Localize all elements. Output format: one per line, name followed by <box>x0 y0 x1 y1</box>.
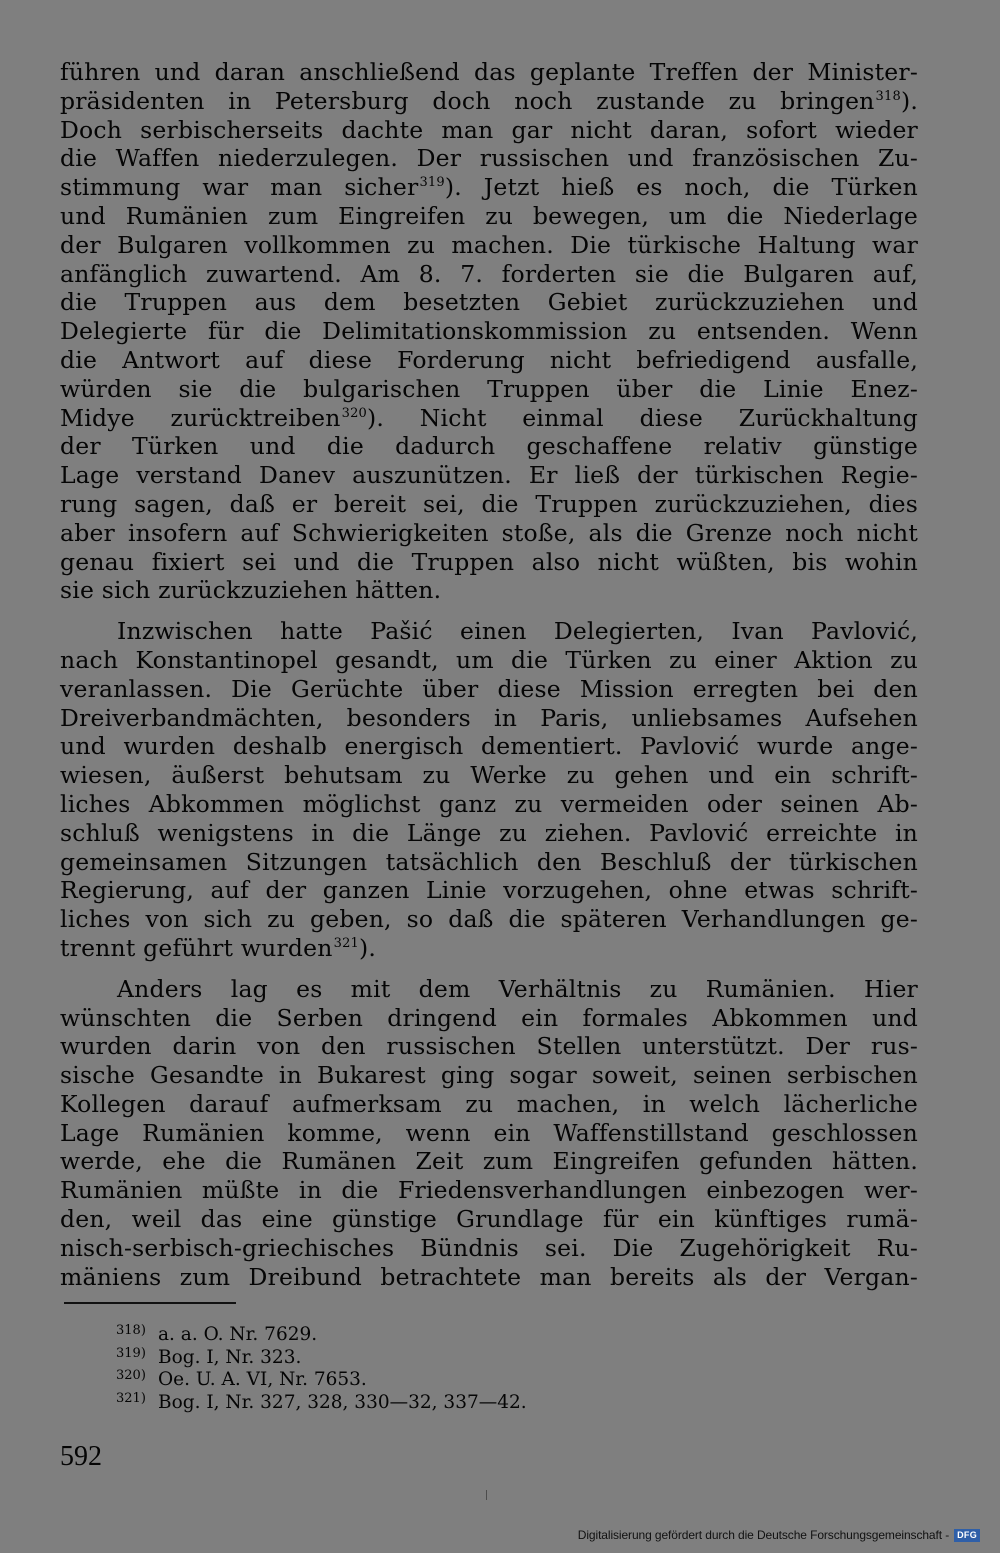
text-line: mäniens zum Dreibund betrachtete man bereits als der Vergan- <box>60 1262 918 1291</box>
text-line: der Bulgaren vollkommen zu machen. Die türkische Haltung war <box>60 230 918 259</box>
text-line: gemeinsamen Sitzungen tatsächlich den Beschluß der türkischen <box>60 847 918 876</box>
text-segment: ). Nicht einmal diese Zurückhaltung <box>367 403 918 432</box>
text-line: Regierung, auf der ganzen Linie vorzugehen, ohne etwas schrift- <box>60 876 918 905</box>
footnote: 318) a. a. O. Nr. 7629. <box>116 1323 318 1345</box>
text-line: veranlassen. Die Gerüchte über diese Mission erregten bei den <box>60 674 918 703</box>
text-line: der Türken und die dadurch geschaffene relativ günstige <box>60 432 918 461</box>
text-line: anfänglich zuwartend. Am 8. 7. forderten sie die Bulgaren auf, <box>60 259 918 288</box>
digitization-credit <box>578 1528 980 1542</box>
text-line: werde, ehe die Rumänen Zeit zum Eingreifen gefunden hätten. <box>60 1147 918 1176</box>
text-line: liches von sich zu geben, so daß die späteren Verhandlungen ge- <box>60 905 918 934</box>
footnote: 319) Bog. I, Nr. 323. <box>116 1345 302 1368</box>
text-segment: Midye zurücktreiben <box>60 403 341 432</box>
text-line <box>60 404 918 433</box>
text-line: Anders lag es mit dem Verhältnis zu Rumänien. Hier <box>117 974 918 1003</box>
dfg-logo: DFG <box>954 1529 980 1542</box>
text-line: Doch serbischerseits dachte man gar nicht daran, sofort wieder <box>60 115 918 144</box>
text-line: Kollegen darauf aufmerksam zu machen, in welch lächerliche <box>60 1089 918 1118</box>
page-number: 592 <box>60 1441 102 1472</box>
digitization-credit-text: Digitalisierung gefördert durch die Deutsche Forschungsgemeinschaft - <box>577 1527 950 1542</box>
text-line: sische Gesandte in Bukarest ging sogar soweit, seinen serbischen <box>60 1061 918 1090</box>
text-line: Lage Rumänien komme, wenn ein Waffenstillstand geschlossen <box>60 1118 918 1147</box>
paragraph-2 <box>60 617 918 963</box>
paragraph-3 <box>60 975 918 1292</box>
text-line: Dreiverbandmächten, besonders in Paris, unliebsames Aufsehen <box>60 703 918 732</box>
footnote-text: a. a. O. Nr. 7629. <box>158 1324 318 1345</box>
scan-mark <box>486 1490 487 1500</box>
footnote-reference: 318 <box>875 88 901 104</box>
text-line: schluß wenigstens in die Länge zu ziehen. Pavlović erreichte in <box>60 818 918 847</box>
text-line: aber insofern auf Schwierigkeiten stoße, als die Grenze noch nicht <box>60 518 918 547</box>
text-line: nisch-serbisch-griechisches Bündnis sei. Die Zugehörigkeit Ru- <box>60 1233 918 1262</box>
text-segment: trennt geführt wurden <box>60 933 333 962</box>
footnotes <box>116 1324 527 1414</box>
text-segment: stimmung war man sicher <box>60 173 419 202</box>
footnote-reference: 321 <box>333 935 360 951</box>
footnote-reference: 320 <box>341 405 368 421</box>
text-line: sie sich zurückzuziehen hätten. <box>60 576 442 605</box>
footnote-divider <box>64 1302 236 1304</box>
text-line: und wurden deshalb energisch dementiert. Pavlović wurde ange- <box>60 732 918 761</box>
text-segment: präsidenten in Petersburg doch noch zustande zu bringen <box>60 86 875 115</box>
text-line: Inzwischen hatte Pašić einen Delegierten, Ivan Pavlović, <box>117 617 918 646</box>
text-line: wurden darin von den russischen Stellen unterstützt. Der rus- <box>60 1032 918 1061</box>
text-line: und Rumänien zum Eingreifen zu bewegen, um die Niederlage <box>60 201 918 230</box>
footnote: 321) Bog. I, Nr. 327, 328, 330—32, 337—42. <box>116 1390 527 1413</box>
text-line: führen und daran anschließend das geplante Treffen der Minister- <box>60 58 918 86</box>
text-line <box>60 173 918 202</box>
footnote-reference: 319 <box>419 175 445 191</box>
text-segment: ). <box>359 933 377 962</box>
footnote-text: Oe. U. A. VI, Nr. 7653. <box>158 1369 367 1390</box>
text-line: genau fixiert sei und die Truppen also nicht wüßten, bis wohin <box>60 547 918 576</box>
text-line: den, weil das eine günstige Grundlage für ein künftiges rumä- <box>60 1205 918 1234</box>
text-line: die Waffen niederzulegen. Der russischen und französischen Zu- <box>60 144 918 173</box>
text-line: die Truppen aus dem besetzten Gebiet zurückzuziehen und <box>60 288 918 317</box>
paragraph-1 <box>60 58 918 605</box>
text-line: nach Konstantinopel gesandt, um die Türken zu einer Aktion zu <box>60 645 918 674</box>
text-line <box>60 87 918 116</box>
text-line <box>60 934 918 963</box>
text-line: wünschten die Serben dringend ein formales Abkommen und <box>60 1003 918 1032</box>
text-segment: ). <box>900 86 918 115</box>
text-line: Delegierte für die Delimitationskommission zu entsenden. Wenn <box>60 317 918 346</box>
text-line: rung sagen, daß er bereit sei, die Truppen zurückzuziehen, dies <box>60 489 918 518</box>
text-line: wiesen, äußerst behutsam zu Werke zu gehen und ein schrift- <box>60 761 918 790</box>
text-line: die Antwort auf diese Forderung nicht befriedigend ausfalle, <box>60 345 918 374</box>
text-line: liches Abkommen möglichst ganz zu vermeiden oder seinen Ab- <box>60 789 918 818</box>
footnote: 320) Oe. U. A. VI, Nr. 7653. <box>116 1368 367 1390</box>
footnote-text: Bog. I, Nr. 327, 328, 330—32, 337—42. <box>158 1391 527 1413</box>
footnote-text: Bog. I, Nr. 323. <box>158 1346 302 1368</box>
text-line: würden sie die bulgarischen Truppen über die Linie Enez- <box>60 374 918 403</box>
text-line: Lage verstand Danev auszunützen. Er ließ der türkischen Regie- <box>60 461 918 490</box>
text-line: Rumänien müßte in die Friedensverhandlungen einbezogen wer- <box>60 1176 918 1205</box>
main-text <box>60 58 918 1291</box>
text-segment: ). Jetzt hieß es noch, die Türken <box>444 173 919 202</box>
